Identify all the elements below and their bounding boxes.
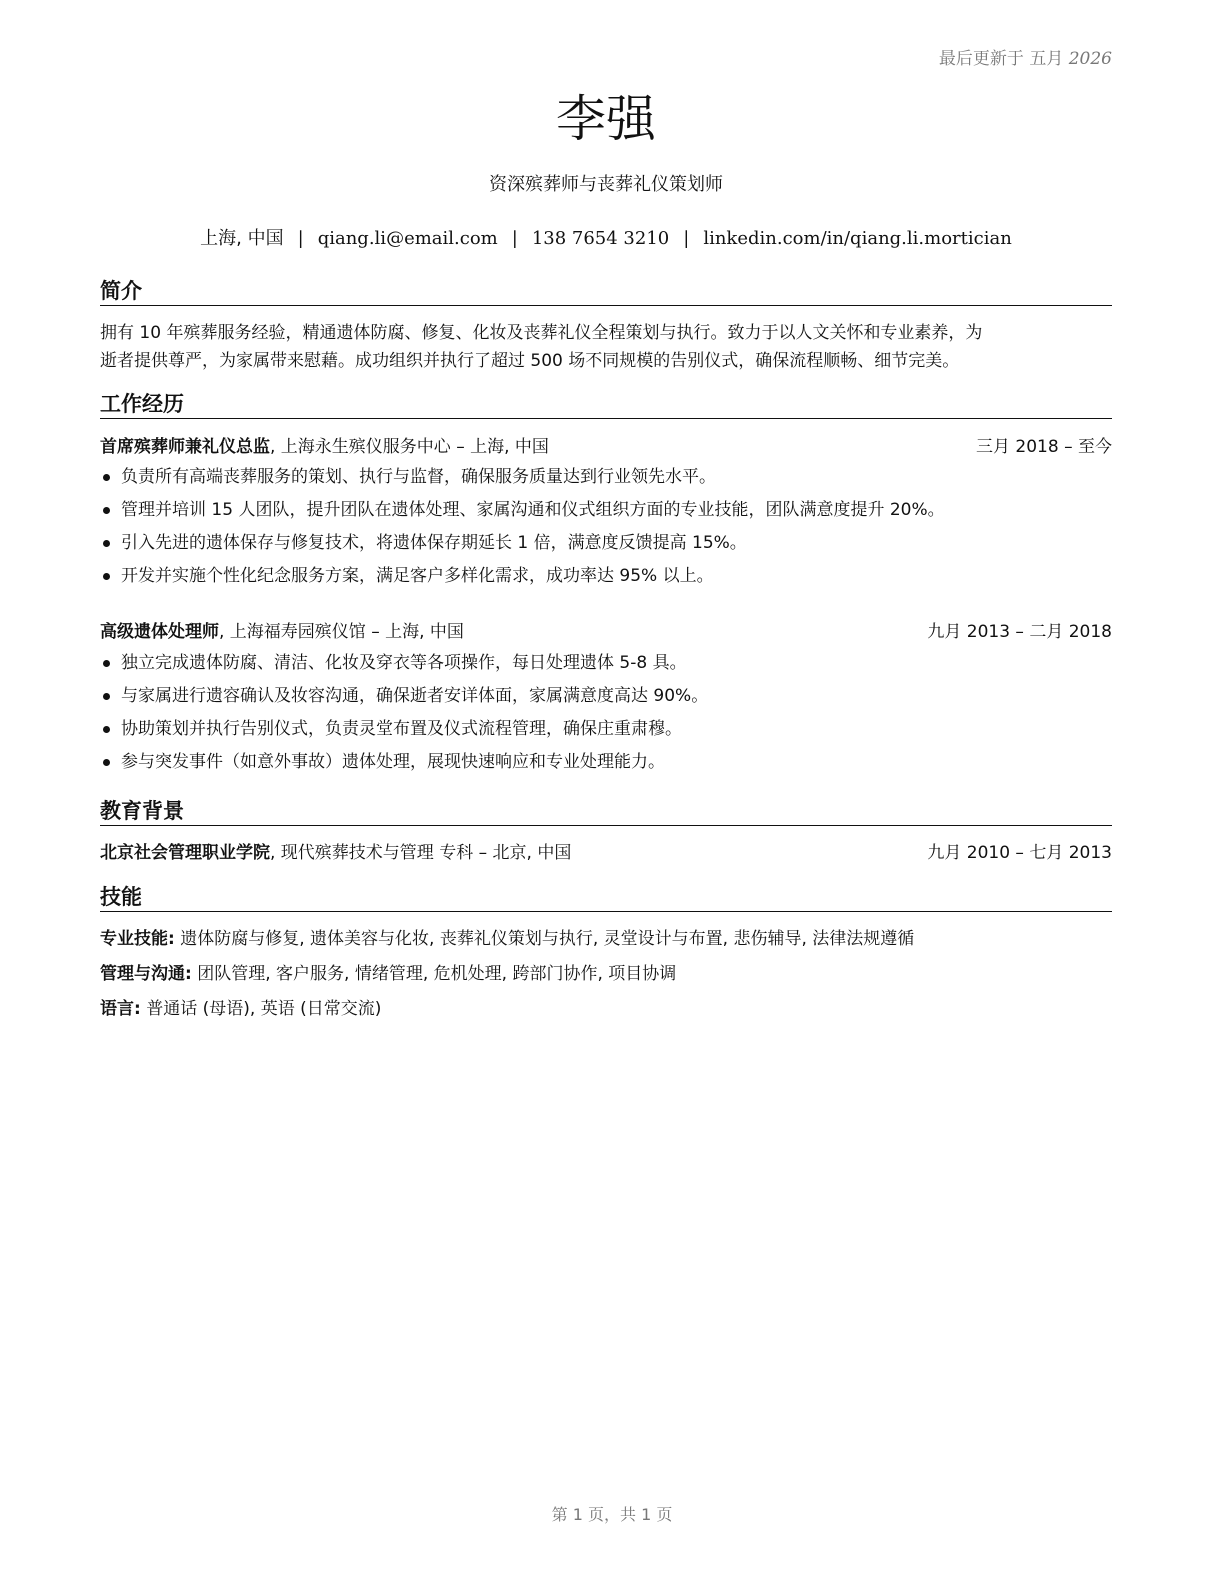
bullet-icon — [103, 726, 110, 733]
bullet-icon — [103, 474, 110, 481]
contact-line — [100, 224, 1112, 250]
skill-value: 遗体防腐与修复, 遗体美容与化妆, 丧葬礼仪策划与执行, 灵堂设计与布置, 悲伤辅导, 法律法规遵循 — [174, 929, 915, 949]
list-item: 协助策划并执行告别仪式，负责灵堂布置及仪式流程管理，确保庄重肃穆。 — [100, 713, 1112, 746]
section-title-summary: 简介 — [100, 277, 1112, 306]
bullet-icon — [103, 540, 110, 547]
last-updated-label: 最后更新于 五月 — [938, 49, 1064, 69]
list-item: 参与突发事件（如意外事故）遗体处理，展现快速响应和专业处理能力。 — [100, 746, 1112, 779]
contact-location: 上海, 中国 — [200, 228, 284, 249]
education-detail: , 现代殡葬技术与管理 专科 – 北京, 中国 — [270, 843, 572, 863]
contact-phone: 138 7654 3210 — [531, 228, 670, 249]
education-entry — [100, 840, 1112, 866]
job-org: , 上海永生殡仪服务中心 – 上海, 中国 — [270, 437, 549, 457]
contact-separator: | — [511, 228, 518, 249]
resume-page — [100, 0, 1112, 1584]
skill-value: 团队管理, 客户服务, 情绪管理, 危机处理, 跨部门协作, 项目协调 — [191, 964, 677, 984]
skill-line — [100, 926, 1112, 952]
candidate-title: 资深殡葬师与丧葬礼仪策划师 — [489, 174, 723, 195]
section-title-education: 教育背景 — [100, 797, 1112, 826]
section-title-experience: 工作经历 — [100, 390, 1112, 419]
section-title-skills: 技能 — [100, 883, 1112, 912]
contact-email[interactable]: qiang.li@email.com — [317, 228, 498, 249]
candidate-name: 李强 — [556, 90, 656, 148]
contact-separator: | — [297, 228, 304, 249]
contact-separator: | — [683, 228, 690, 249]
skill-label: 语言: — [100, 999, 141, 1019]
bullet-icon — [103, 693, 110, 700]
contact-linkedin[interactable]: linkedin.com/in/qiang.li.mortician — [703, 228, 1012, 249]
job-dates: 三月 2018 – 至今 — [976, 437, 1112, 457]
skill-line — [100, 996, 1112, 1022]
summary-line: 拥有 10 年殡葬服务经验，精通遗体防腐、修复、化妆及丧葬礼仪全程策划与执行。致力于以人文关怀和专业素养，为 — [100, 323, 983, 343]
skill-line — [100, 961, 1112, 987]
education-dates: 九月 2010 – 七月 2013 — [927, 843, 1112, 863]
bullet-icon — [103, 507, 110, 514]
job-role: 首席殡葬师兼礼仪总监 — [100, 437, 270, 457]
list-item: 开发并实施个性化纪念服务方案，满足客户多样化需求，成功率达 95% 以上。 — [100, 560, 1112, 593]
list-item: 管理并培训 15 人团队，提升团队在遗体处理、家属沟通和仪式组织方面的专业技能，团队满意度提升 20%。 — [100, 494, 1112, 527]
skill-value: 普通话 (母语), 英语 (日常交流) — [140, 999, 382, 1019]
job-role: 高级遗体处理师 — [100, 622, 219, 642]
bullet-icon — [103, 759, 110, 766]
job-bullets — [100, 461, 1112, 593]
job-org: , 上海福寿园殡仪馆 – 上海, 中国 — [219, 622, 464, 642]
job-bullets — [100, 647, 1112, 779]
list-item: 与家属进行遗容确认及妆容沟通，确保逝者安详体面，家属满意度高达 90%。 — [100, 680, 1112, 713]
list-item: 独立完成遗体防腐、清洁、化妆及穿衣等各项操作，每日处理遗体 5-8 具。 — [100, 647, 1112, 680]
list-item: 引入先进的遗体保存与修复技术，将遗体保存期延长 1 倍，满意度反馈提高 15%。 — [100, 527, 1112, 560]
list-item: 负责所有高端丧葬服务的策划、执行与监督，确保服务质量达到行业领先水平。 — [100, 461, 1112, 494]
summary-line: 逝者提供尊严，为家属带来慰藉。成功组织并执行了超过 500 场不同规模的告别仪式，确保流程顺畅、细节完美。 — [100, 351, 960, 371]
skill-label: 专业技能: — [100, 929, 175, 949]
bullet-icon — [103, 660, 110, 667]
page-footer: 第 1 页，共 1 页 — [551, 1505, 673, 1524]
job-dates: 九月 2013 – 二月 2018 — [927, 622, 1112, 642]
bullet-icon — [103, 573, 110, 580]
summary-text — [100, 319, 1112, 375]
last-updated — [939, 44, 1112, 69]
school-name: 北京社会管理职业学院 — [100, 843, 270, 863]
skill-label: 管理与沟通: — [100, 964, 192, 984]
job-header — [100, 619, 1112, 645]
last-updated-year: 2026 — [1068, 49, 1112, 69]
job-header — [100, 434, 1112, 460]
